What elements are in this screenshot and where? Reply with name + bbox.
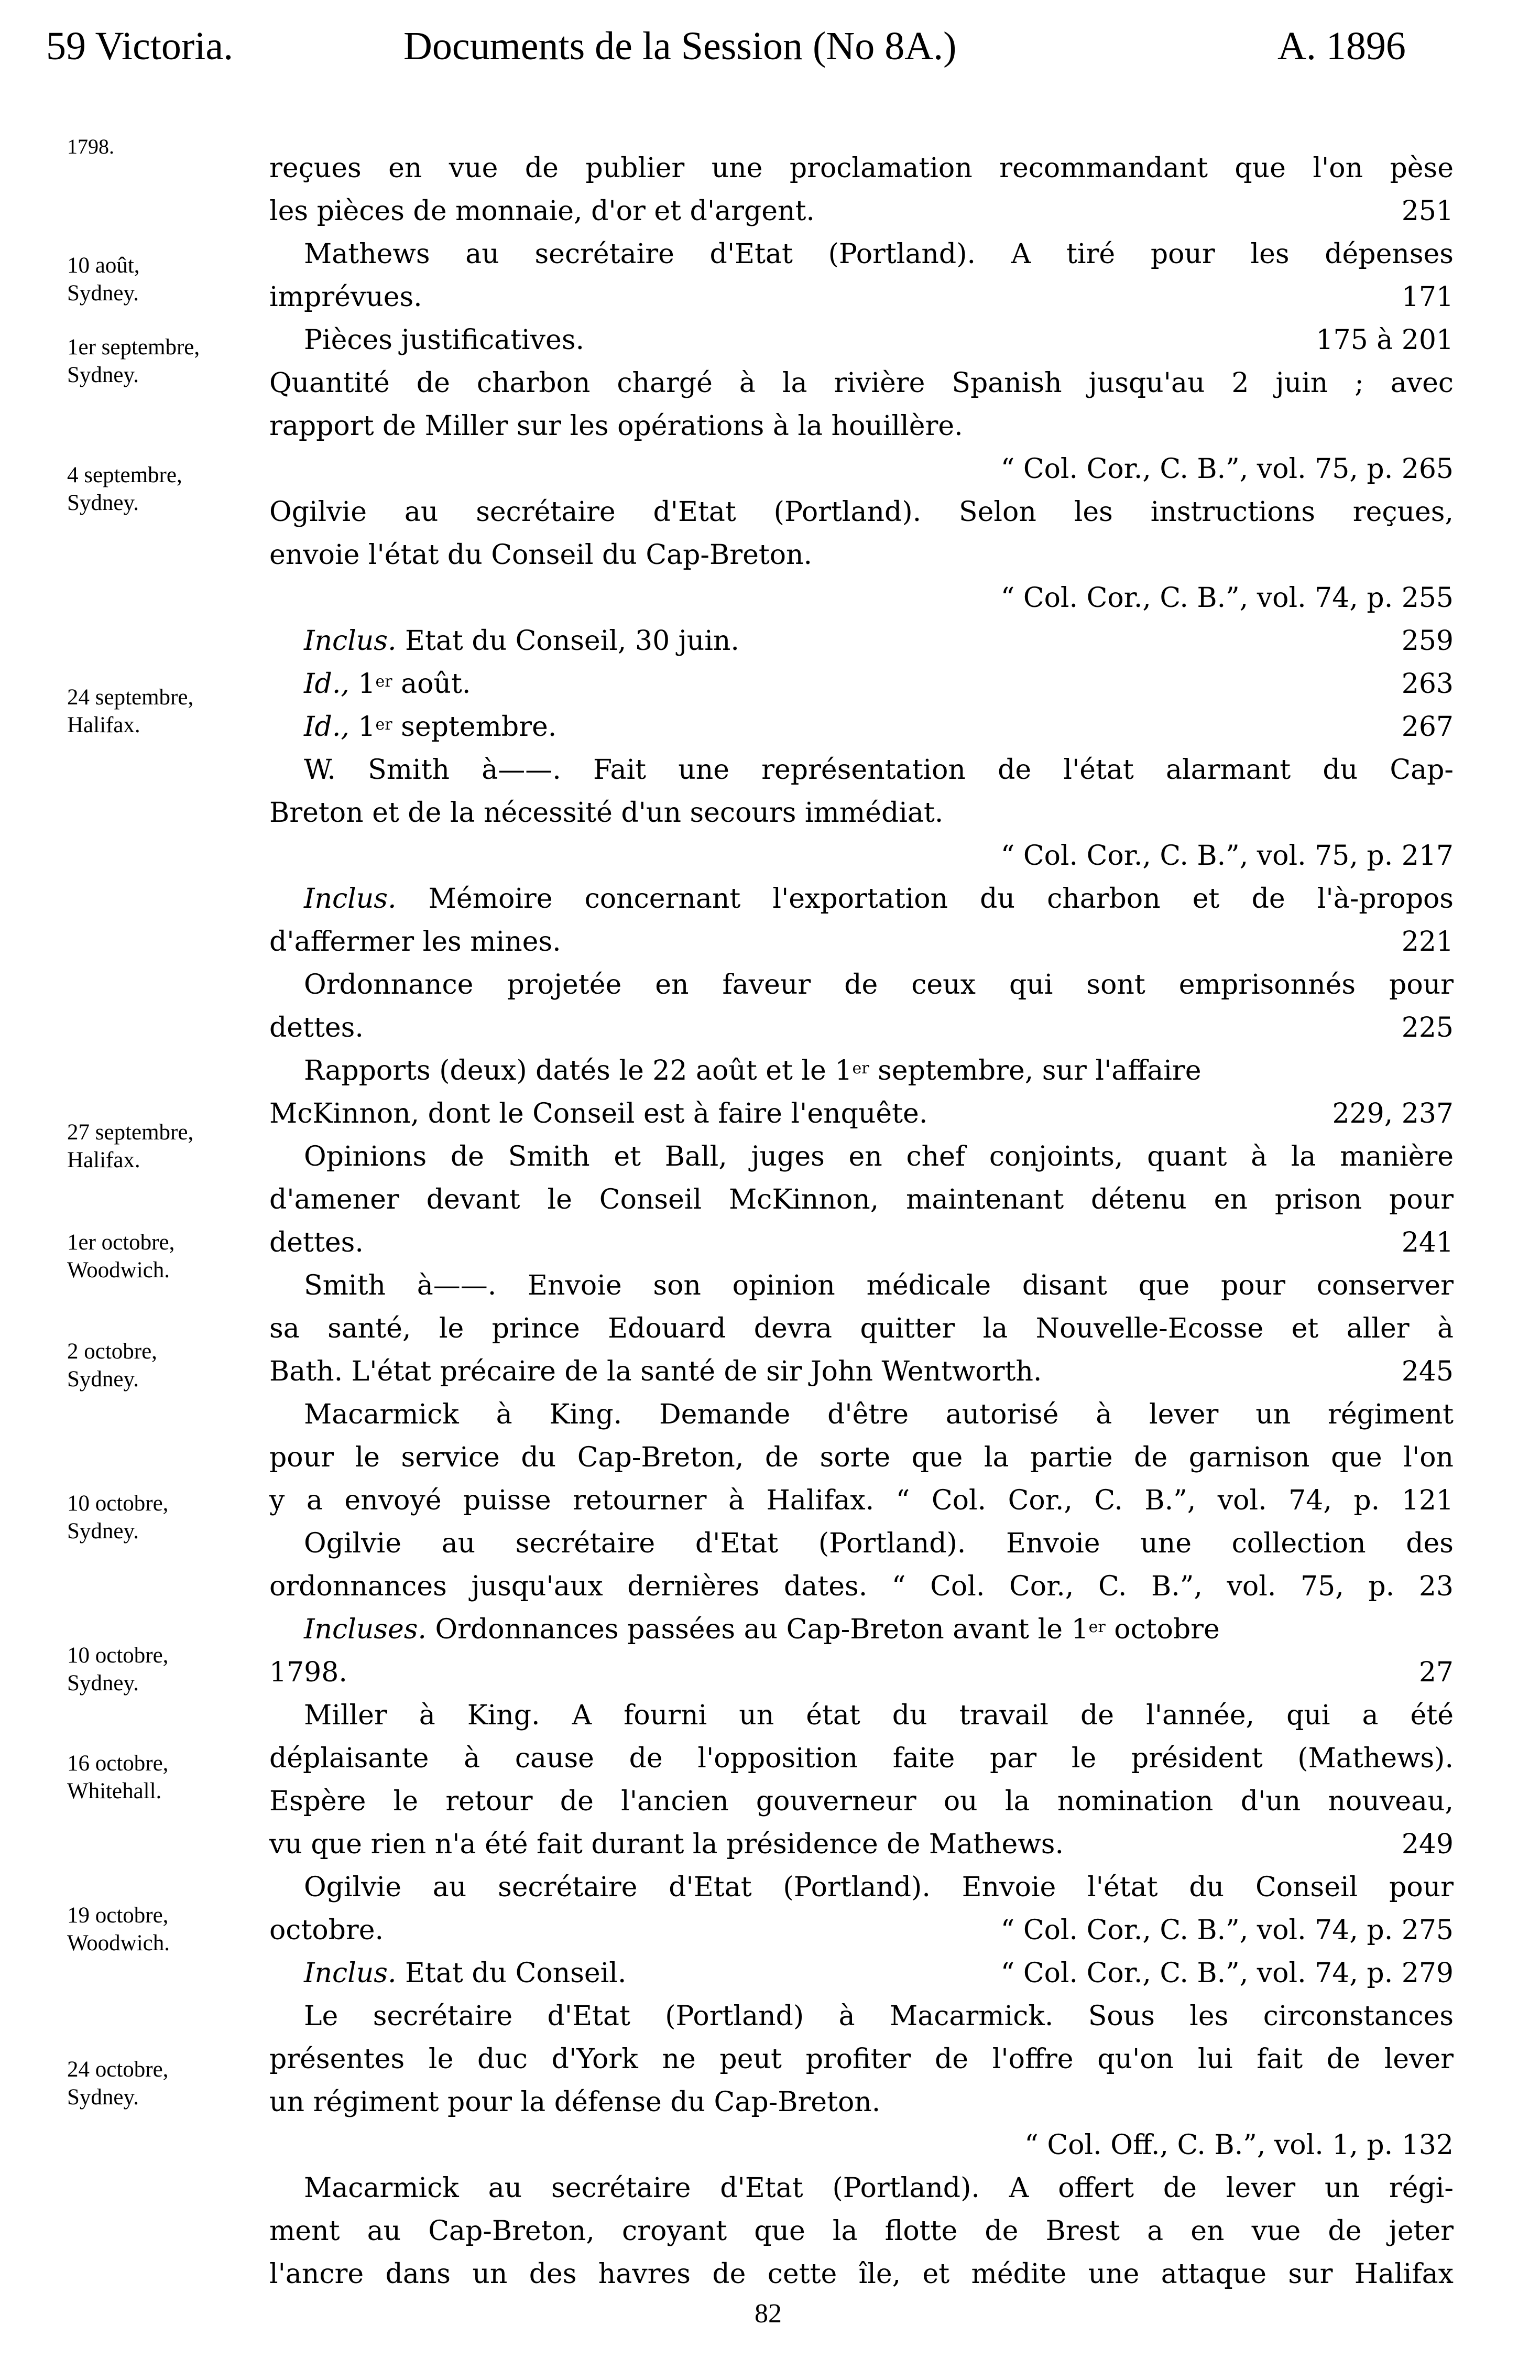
margin-note: 27 septembre, Halifax. (67, 1120, 194, 1172)
text-line: Le secrétaire d'Etat (Portland) à Macarmick. Sous les circonstances (304, 2001, 1454, 2032)
text-line: Ogilvie au secrétaire d'Etat (Portland). Envoie une collection des (304, 1528, 1454, 1559)
text-line: Smith à——. Envoie son opinion médicale disant que pour conserver (304, 1270, 1454, 1301)
source-citation: “ Col. Cor., C. B.”, vol. 74, p. 255 (1000, 582, 1454, 614)
text-line: dettes. 225 (269, 1012, 1454, 1044)
margin-note: 1er septembre, Sydney. (67, 335, 200, 387)
text-line: pour le service du Cap-Breton, de sorte que la partie de garnison que l'on (269, 1442, 1454, 1473)
enclosure-line: Id., 1er septembre. 267 (304, 711, 1454, 743)
text-line: Ordonnance projetée en faveur de ceux qui sont emprisonnés pour (304, 969, 1454, 1001)
text-line: imprévues. 171 (269, 281, 1454, 313)
text-line: W. Smith à——. Fait une représentation de l'état alarmant du Cap- (304, 754, 1454, 786)
text-line: ment au Cap-Breton, croyant que la flotte de Brest a en vue de jeter (269, 2215, 1454, 2247)
text-line: vu que rien n'a été fait durant la présidence de Mathews. 249 (269, 1829, 1454, 1860)
source-citation: “ Col. Cor., C. B.”, vol. 75, p. 217 (1000, 840, 1454, 872)
enclosure-line: Inclus. Etat du Conseil. “ Col. Cor., C. B.”, vol. 74, p. 279 (304, 1958, 1454, 1989)
text-line: Quantité de charbon chargé à la rivière Spanish jusqu'au 2 juin ; avec (269, 367, 1454, 399)
margin-note: 10 octobre, Sydney. (67, 1491, 169, 1544)
text-line: Ogilvie au secrétaire d'Etat (Portland). Envoie l'état du Conseil pour (304, 1872, 1454, 1903)
text-line: déplaisante à cause de l'opposition faite par le président (Mathews). (269, 1743, 1454, 1774)
header-center: Documents de la Session (No 8A.) (403, 24, 957, 68)
text-line: reçues en vue de publier une proclamation recommandant que l'on pèse (269, 153, 1454, 184)
text-line: l'ancre dans un des havres de cette île, et médite une attaque sur Halifax (269, 2258, 1454, 2290)
header-right: A. 1896 (1277, 24, 1406, 68)
margin-note: 1er octobre, Woodwich. (67, 1230, 175, 1283)
margin-note: 10 août, Sydney. (67, 253, 140, 306)
source-citation: “ Col. Off., C. B.”, vol. 1, p. 132 (1024, 2129, 1454, 2161)
text-line: un régiment pour la défense du Cap-Breton. (269, 2086, 881, 2118)
text-line: Breton et de la nécessité d'un secours immédiat. (269, 797, 944, 829)
text-line: dettes. 241 (269, 1227, 1454, 1258)
text-line: Rapports (deux) datés le 22 août et le 1er septembre, sur l'affaire (304, 1055, 1202, 1086)
text-line: ordonnances jusqu'aux dernières dates. “ Col. Cor., C. B.”, vol. 75, p. 23 (269, 1571, 1454, 1602)
text-line: les pièces de monnaie, d'or et d'argent. 251 (269, 195, 1454, 227)
text-line: Mathews au secrétaire d'Etat (Portland). A tiré pour les dépenses (304, 238, 1454, 270)
text-line: Miller à King. A fourni un état du travail de l'année, qui a été (304, 1700, 1454, 1731)
text-line: Ogilvie au secrétaire d'Etat (Portland). Selon les instructions reçues, (269, 496, 1454, 528)
text-line: McKinnon, dont le Conseil est à faire l'enquête. 229, 237 (269, 1098, 1454, 1129)
page-number: 82 (755, 2299, 782, 2329)
margin-note: 10 octobre, Sydney. (67, 1643, 169, 1696)
header-left: 59 Victoria. (46, 24, 234, 68)
source-citation: “ Col. Cor., C. B.”, vol. 75, p. 265 (1000, 453, 1454, 485)
margin-note: 24 septembre, Halifax. (67, 685, 194, 737)
text-line: envoie l'état du Conseil du Cap-Breton. (269, 539, 813, 571)
text-line: octobre. “ Col. Cor., C. B.”, vol. 74, p. 275 (269, 1915, 1454, 1946)
text-line: rapport de Miller sur les opérations à la houillère. (269, 410, 963, 442)
margin-note: 2 octobre, Sydney. (67, 1339, 157, 1392)
enclosure-line: Incluses. Ordonnances passées au Cap-Breton avant le 1er octobre (304, 1614, 1220, 1645)
text-line: d'affermer les mines. 221 (269, 926, 1454, 958)
text-line: Pièces justificatives. 175 à 201 (304, 324, 1454, 356)
margin-note: 24 octobre, Sydney. (67, 2057, 169, 2110)
text-line: Opinions de Smith et Ball, juges en chef conjoints, quant à la manière (304, 1141, 1454, 1172)
margin-note: 19 octobre, Woodwich. (67, 1903, 170, 1955)
text-line: sa santé, le prince Edouard devra quitter la Nouvelle-Ecosse et aller à (269, 1313, 1454, 1344)
year-label: 1798. (67, 135, 114, 158)
enclosure-line: Inclus. Mémoire concernant l'exportation du charbon et de l'à-propos (304, 883, 1454, 915)
text-line: y a envoyé puisse retourner à Halifax. “ Col. Cor., C. B.”, vol. 74, p. 121 (269, 1485, 1454, 1516)
text-line: Espère le retour de l'ancien gouverneur ou la nomination d'un nouveau, (269, 1786, 1454, 1817)
text-line: Bath. L'état précaire de la santé de sir John Wentworth. 245 (269, 1356, 1454, 1387)
text-line: Macarmick à King. Demande d'être autorisé à lever un régiment (304, 1399, 1454, 1430)
enclosure-line: Id., 1er août. 263 (304, 668, 1454, 700)
text-line: d'amener devant le Conseil McKinnon, maintenant détenu en prison pour (269, 1184, 1454, 1215)
text-line: Macarmick au secrétaire d'Etat (Portland). A offert de lever un régi- (304, 2172, 1454, 2204)
margin-note: 4 septembre, Sydney. (67, 463, 182, 515)
text-line: présentes le duc d'York ne peut profiter de l'offre qu'on lui fait de lever (269, 2044, 1454, 2075)
margin-note: 16 octobre, Whitehall. (67, 1751, 169, 1803)
text-line: 1798. 27 (269, 1657, 1454, 1688)
enclosure-line: Inclus. Etat du Conseil, 30 juin. 259 (304, 625, 1454, 657)
